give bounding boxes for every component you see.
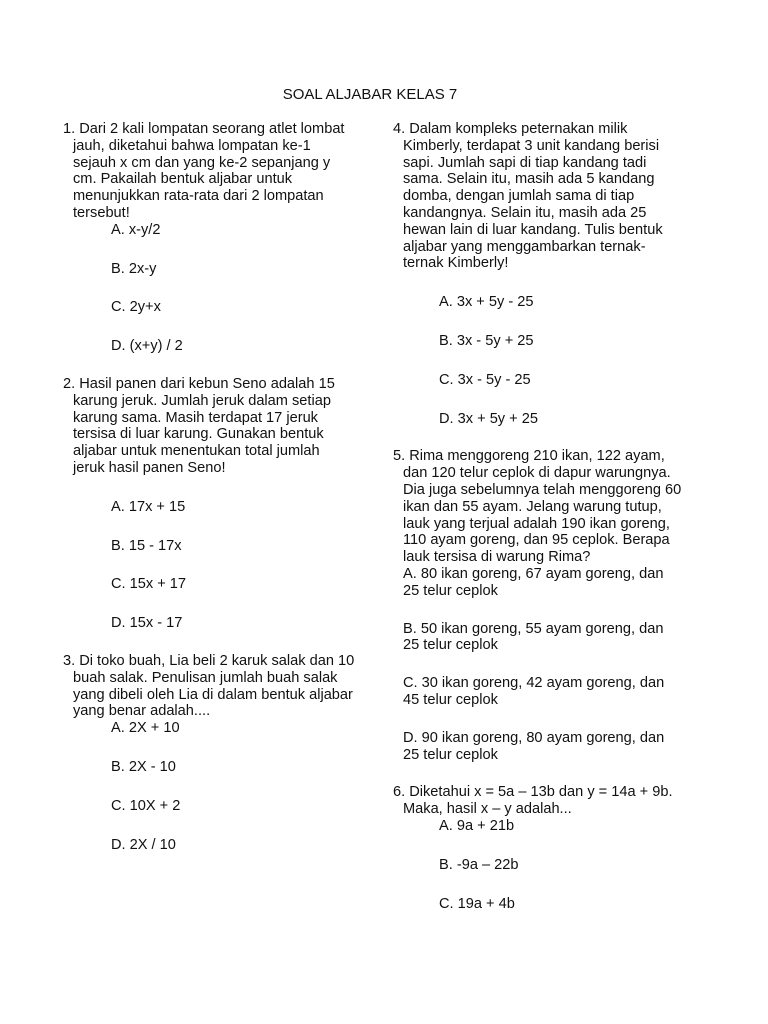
question-text: 5. Rima menggoreng 210 ikan, 122 ayam, dan 120 telur ceplok di dapur warungnya. Dia juga sebelumnya telah menggoreng 60 ikan dan 55 ayam. Jelang warung tutup, lauk yang terjual adalah 190 ikan goreng, 110 ayam goreng, dan 95 ceplok. Berapa lauk tersisa di warung Rima?: [393, 448, 682, 566]
option-d: D. (x+y) / 2: [111, 338, 183, 355]
option-a: A. x-y/2: [111, 221, 161, 238]
option-a: A. 17x + 15: [111, 498, 186, 515]
left-column: [63, 121, 355, 853]
page-title: SOAL ALJABAR KELAS 7: [282, 86, 458, 103]
option-b: B. 3x - 5y + 25: [439, 332, 534, 349]
option-b: B. 15 - 17x: [111, 537, 182, 554]
question-3: [63, 653, 355, 853]
option-a: A. 9a + 21b: [439, 817, 515, 834]
question-text: 4. Dalam kompleks peternakan milik Kimberly, terdapat 3 unit kandang berisi sapi. Jumlah sapi di tiap kandang tadi sama. Selain itu, masih ada 5 kandang domba, dengan jumlah sama di tiap kandangnya. Selain itu, masih ada 25 hewan lain di luar kandang. Tulis bentuk aljabar yang menggambarkan ternak-ternak Kimberly!: [393, 121, 663, 272]
option-b: B. 2x-y: [111, 260, 157, 277]
option-c: C. 19a + 4b: [439, 895, 515, 912]
option-a: A. 80 ikan goreng, 67 ayam goreng, dan 25 telur ceplok: [403, 565, 664, 599]
option-c: C. 2y+x: [111, 299, 161, 316]
option-c: C. 15x + 17: [111, 576, 187, 593]
option-d: D. 3x + 5y + 25: [439, 410, 538, 427]
option-d: D. 2X / 10: [111, 836, 176, 853]
option-a: A. 3x + 5y - 25: [439, 294, 534, 311]
option-b: B. -9a – 22b: [439, 856, 519, 873]
option-a: A. 2X + 10: [111, 720, 180, 737]
option-b: B. 50 ikan goreng, 55 ayam goreng, dan 25 telur ceplok: [403, 620, 664, 654]
right-column: [393, 121, 683, 912]
option-b: B. 2X - 10: [111, 758, 176, 775]
option-c: C. 3x - 5y - 25: [439, 371, 531, 388]
option-c: C. 10X + 2: [111, 797, 181, 814]
question-1: [63, 121, 355, 355]
question-4: [393, 121, 683, 427]
question-text: 1. Dari 2 kali lompatan seorang atlet lombat jauh, diketahui bahwa lompatan ke-1 sejauh x cm dan yang ke-2 sepanjang y cm. Pakailah bentuk aljabar untuk menunjukkan rata-rata dari 2 lompatan tersebut!: [63, 121, 345, 221]
question-text: 2. Hasil panen dari kebun Seno adalah 15 karung jeruk. Jumlah jeruk dalam setiap karung sama. Masih terdapat 17 jeruk tersisa di luar karung. Gunakan bentuk aljabar untuk menentukan total jumlah jeruk hasil panen Seno!: [63, 375, 335, 476]
question-6: [393, 784, 683, 912]
option-d: D. 15x - 17: [111, 615, 183, 632]
option-c: C. 30 ikan goreng, 42 ayam goreng, dan 45 telur ceplok: [403, 675, 665, 708]
option-d: D. 90 ikan goreng, 80 ayam goreng, dan 25 telur ceplok: [403, 729, 665, 763]
question-text: 3. Di toko buah, Lia beli 2 karuk salak dan 10 buah salak. Penulisan jumlah buah salak yang dibeli oleh Lia di dalam bentuk aljabar yang benar adalah....: [63, 652, 355, 720]
question-5: [393, 448, 683, 763]
question-2: [63, 376, 355, 632]
question-text: 6. Diketahui x = 5a – 13b dan y = 14a + 9b. Maka, hasil x – y adalah...: [393, 784, 673, 818]
